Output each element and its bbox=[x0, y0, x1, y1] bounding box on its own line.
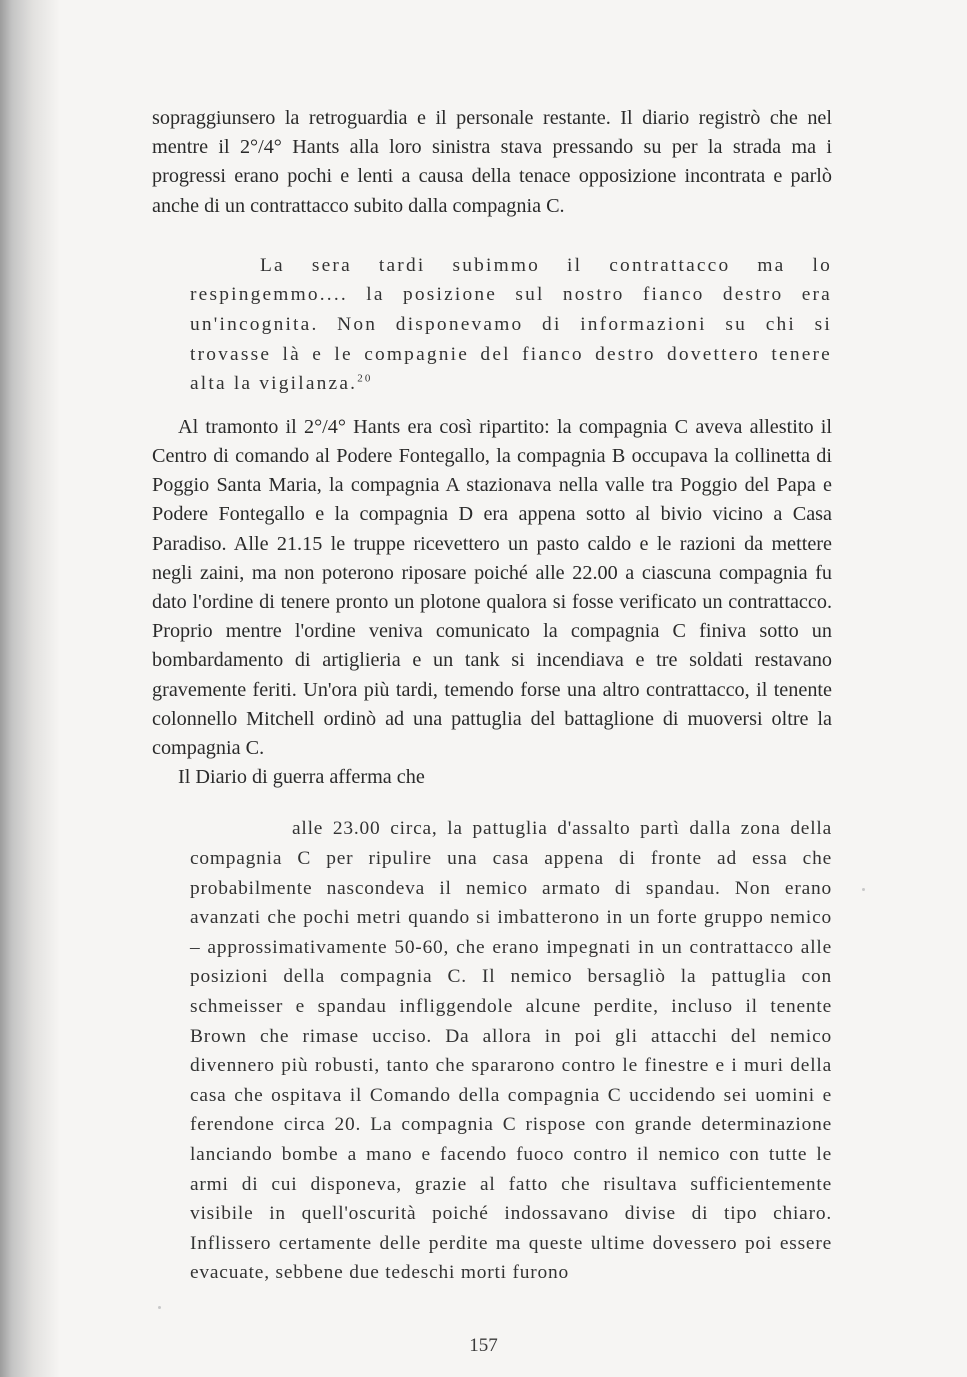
scan-speck bbox=[862, 888, 865, 891]
paragraph-3: Il Diario di guerra afferma che bbox=[178, 766, 425, 789]
paragraph-2: Al tramonto il 2°/4° Hants era così ripartito: la compagnia C aveva allestito il Centro di comando al Podere Fontegallo, la compagnia B occupava la collinetta di Poggio Santa Maria, la compagnia A stazionava nella valle tra Poggio del Papa e Podere Fontegallo e la compagnia D era appena sotto al bivio vicino a Casa Paradiso. Alle 21.15 le truppe ricevettero un pasto caldo e le razioni da mettere negli zaini, ma non poterono riposare poiché alle 22.00 a ciascuna compagnia fu dato l'ordine di tenere pronto un plotone qualora si fosse verificato un contrattacco. Proprio mentre l'ordine veniva comunicato la compagnia C finiva sotto un bombardamento di artiglieria e un tank si incendiava e tre soldati restavano gravemente feriti. Un'ora più tardi, temendo forse una altro contrattacco, il tenente colonnello Mitchell ordinò ad una pattuglia del battaglione di muoversi oltre la compagnia C. bbox=[152, 415, 832, 760]
footnote-ref-20: 20 bbox=[357, 372, 373, 385]
binding-shadow bbox=[0, 0, 60, 1377]
block-quote-1 bbox=[190, 251, 832, 399]
page-body bbox=[152, 104, 832, 1288]
scan-speck bbox=[158, 1306, 161, 1309]
block-quote-2 bbox=[190, 814, 832, 1288]
block-quote-2-text: alle 23.00 circa, la pattuglia d'assalto partì dalla zona della compagnia C per ripulire una casa appena di fronte ad essa che probabilmente nascondeva il nemico armato di spandau. Non erano avanzati che pochi metri quando si imbatterono in un forte gruppo nemico – approssimativamente 50-60, che erano impegnati in un contrattacco alle posizioni della compagnia C. Il nemico bersagliò la pattuglia con schmeisser e spandau infliggendole alcune perdite, incluso il tenente Brown che rimase ucciso. Da allora in poi gli attacchi del nemico divennero più robusti, tanto che spararono contro le finestre e i muri della casa che ospitava il Comando della compagnia C uccidendo sei uomini e ferendone circa 20. La compagnia C rispose con grande determinazione lanciando bombe a mano e facendo fuoco contro il nemico con tutte le armi di cui disponeva, grazie al fatto che risultava sufficientemente visibile in quell'oscurità poiché indossavano divise di tipo chiaro. Inflissero certamente delle perdite ma queste ultime dovessero poi essere evacuate, sebbene due tedeschi morti furono bbox=[190, 818, 832, 1284]
page-number: 157 bbox=[469, 1335, 498, 1356]
block-quote-1-text: La sera tardi subimmo il contrattacco ma lo respingemmo.... la posizione sul nostro fianco destro era un'incognita. Non disponevamo di informazioni su chi si trovasse là e le compagnie del fianco destro dovettero tenere alta la vigilanza. bbox=[190, 254, 832, 395]
paragraph-1: sopraggiunsero la retroguardia e il personale restante. Il diario registrò che nel mentre il 2°/4° Hants alla loro sinistra stava pressando su per la strada ma i progressi erano pochi e lenti a causa della tenace opposizione incontrata e parlò anche di un contrattacco subito dalla compagnia C. bbox=[152, 107, 832, 217]
